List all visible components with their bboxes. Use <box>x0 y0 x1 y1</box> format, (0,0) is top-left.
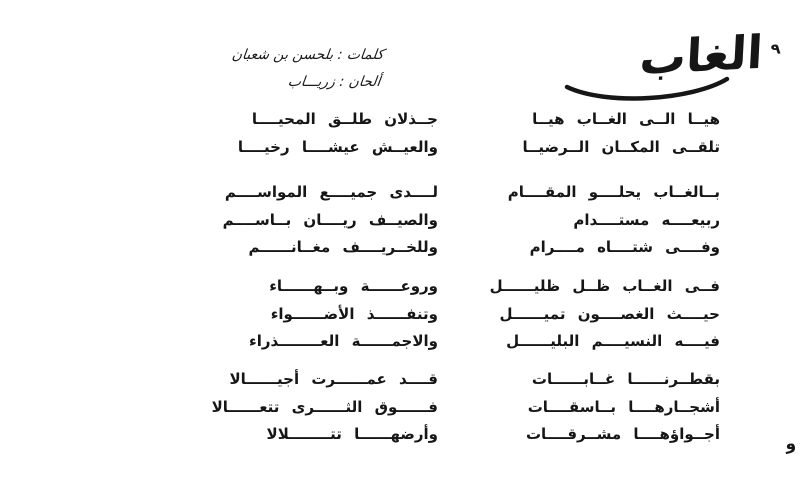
verse-left-hemistich: والعيــش عيشــــا رخيــــا <box>237 137 438 156</box>
verse-row <box>150 207 720 235</box>
verse-row <box>150 421 720 449</box>
verse-right-hemistich: وفــــى شتــــاه مــــرام <box>529 238 720 256</box>
music-credit: ألحان : زريـــاب <box>286 74 382 90</box>
verse-row <box>150 301 720 329</box>
verse-row <box>150 234 720 262</box>
verse-left-hemistich: لــــدى جميــــع المواســــم <box>224 183 438 201</box>
lyrics-credit: كلمات : بلحسن بن شعبان <box>230 47 385 63</box>
verse-right-hemistich: ربيعــــه مستــــدام <box>573 210 720 229</box>
verse-row <box>150 394 720 422</box>
verse-right-hemistich: هيــا الــى الغــاب هيــا <box>532 110 720 128</box>
verse-left-hemistich: وتنفــــــذ الأضــــــواء <box>270 304 438 323</box>
verse-left-hemistich: وروعــــــة وبــهــــــاء <box>269 277 438 295</box>
verse-row <box>150 366 720 394</box>
verse-left-hemistich: وأرضهــــــا تتــــــــلالا <box>266 425 438 443</box>
verse-right-hemistich: أجــواؤهــــا مشــرقــــات <box>525 425 720 443</box>
verse-right-hemistich: فــى الغــاب ظــل ظليــــــل <box>489 277 720 295</box>
verse-right-hemistich: حيــــث الغصــــون تميــــــل <box>499 304 720 323</box>
verse-row <box>150 273 720 301</box>
page-title: الغاب <box>638 24 765 86</box>
verse-left-hemistich: والصيــف ريــــان بــاســــم <box>222 210 438 229</box>
verse-left-hemistich: وللخــريــــف مغــانــــــم <box>248 238 438 256</box>
title-block <box>638 24 782 86</box>
verse-left-hemistich: فــــــوق الثــــــرى تتعــــــالا <box>211 397 438 416</box>
verse-row <box>150 179 720 207</box>
verse-left-hemistich: قــــد عمــــــرت أجيــــــالا <box>229 370 438 388</box>
verse-row <box>150 328 720 356</box>
verse-right-hemistich: أشجــارهــــا بــاسقــــات <box>527 397 720 416</box>
verse-right-hemistich: بــالغــاب يحلــــو المقــــام <box>507 183 720 201</box>
page-number: ٩ <box>769 39 782 59</box>
stanza-3 <box>150 273 720 356</box>
verse-left-hemistich: جــذلان طلــق المحيــــا <box>251 110 438 128</box>
verse-right-hemistich: بقطــرنــــــا غــابــــــات <box>531 370 720 388</box>
verse-right-hemistich: فيــــه النسيــــم البليــــــل <box>506 332 720 350</box>
verse-left-hemistich: والاجمــــــة العــــــــذراء <box>249 332 438 350</box>
verse-right-hemistich: تلقــى المكــان الــرضيــا <box>522 137 720 156</box>
stanza-1 <box>150 106 720 161</box>
stanza-2 <box>150 179 720 262</box>
credits-block <box>167 42 386 96</box>
verse-row <box>150 106 720 134</box>
stanza-4 <box>150 366 720 449</box>
title-swash-decoration <box>562 76 732 102</box>
stray-ink-mark: و <box>783 433 798 455</box>
verse-row <box>150 134 720 162</box>
